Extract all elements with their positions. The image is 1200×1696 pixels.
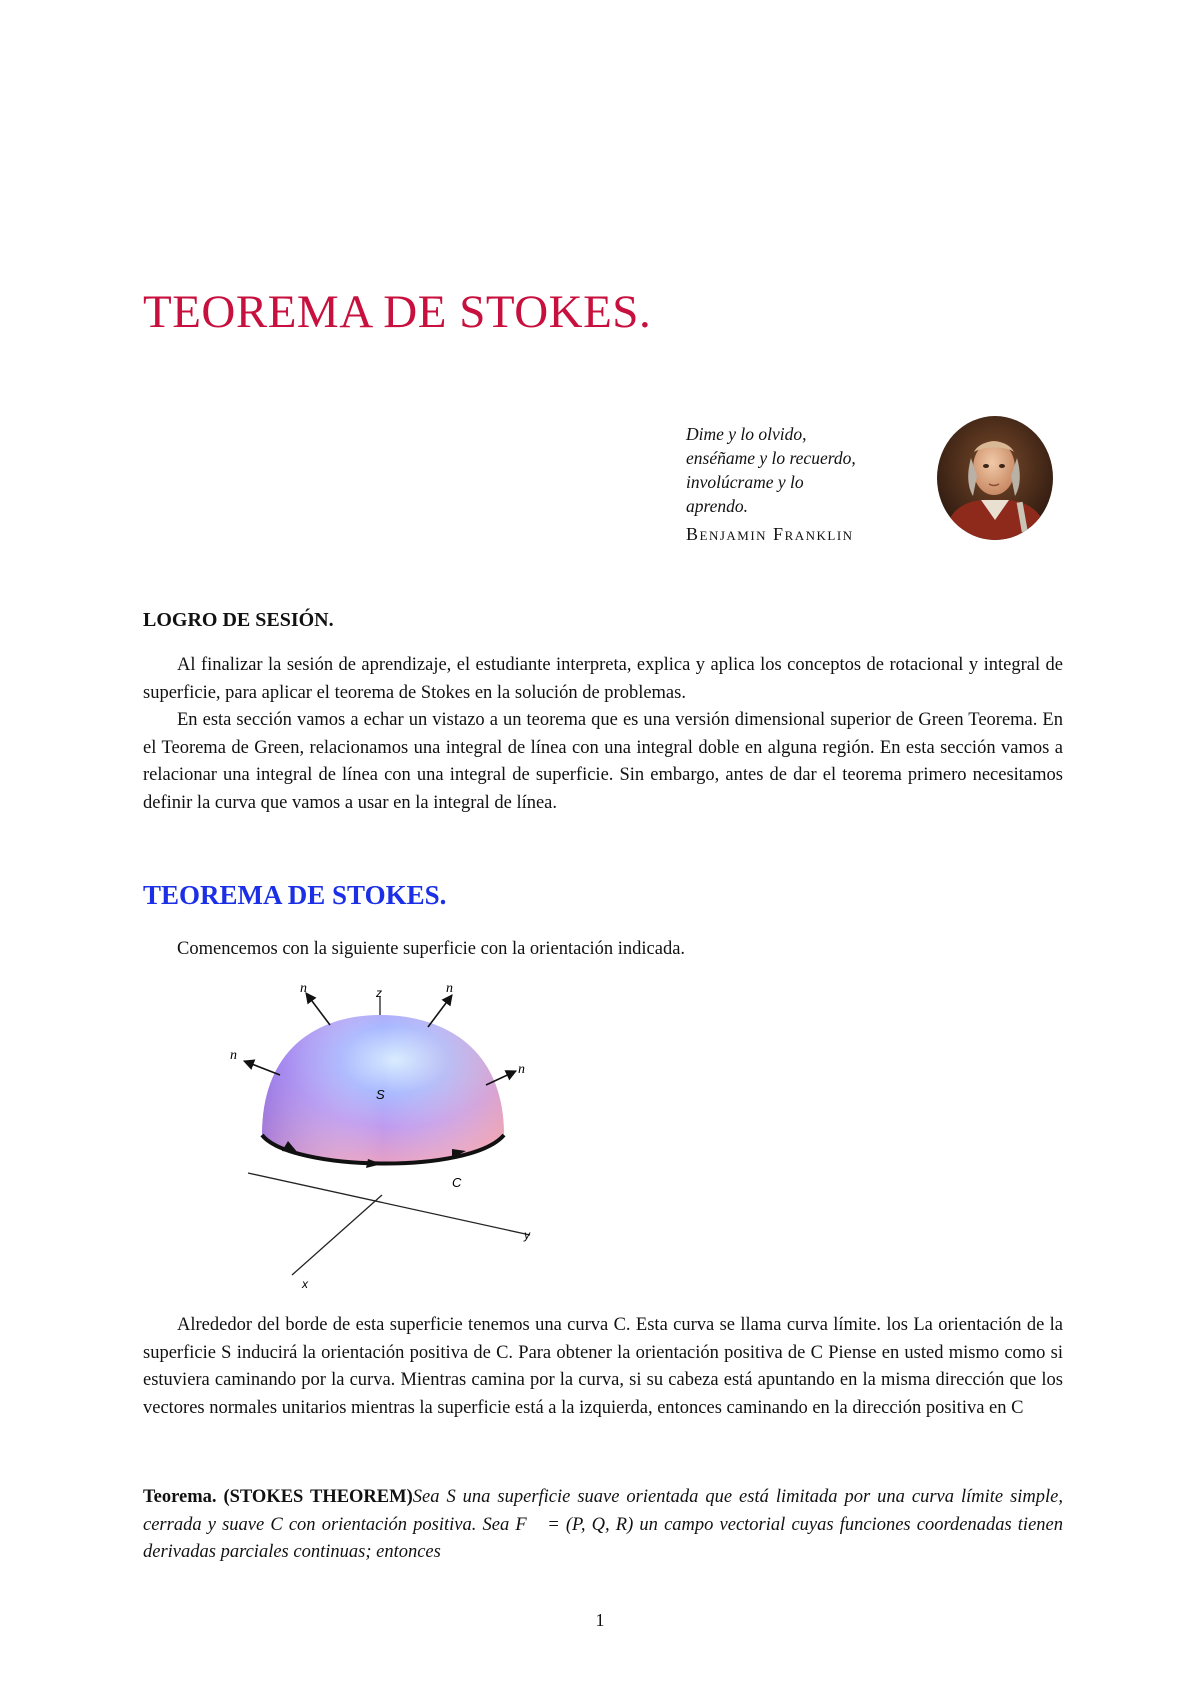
normal-label: n⃗ bbox=[300, 981, 318, 996]
normal-label: n⃗ bbox=[230, 1048, 248, 1063]
theorem-name: (STOKES THEOREM) bbox=[223, 1487, 413, 1507]
y-axis-label: y bbox=[524, 1228, 530, 1242]
curve-label: C bbox=[452, 1175, 462, 1190]
portrait-image bbox=[937, 416, 1053, 540]
epigraph bbox=[686, 422, 916, 545]
hemisphere-figure bbox=[220, 975, 580, 1295]
normal-label: n⃗ bbox=[446, 981, 464, 996]
x-axis-label: x bbox=[302, 1277, 308, 1291]
normal-vector bbox=[306, 993, 330, 1025]
y-axis bbox=[248, 1173, 530, 1235]
epigraph-line: aprendo. bbox=[686, 496, 749, 516]
normal-label: n⃗ bbox=[518, 1062, 536, 1077]
theorem-statement bbox=[143, 1484, 1063, 1567]
section-heading-logro: LOGRO DE SESIÓN. bbox=[143, 609, 334, 631]
paragraph: En esta sección vamos a echar un vistazo a un teorema que es una versión dimensional superior de Green Teorema. En el Teorema de Green, relacionamos una integral de línea con una integral doble en alguna región. En esta sección vamos a relacionar una integral de línea con una integral de superficie. Sin embargo, antes de dar el teorema primero necesitamos definir la curva que vamos a usar en la integral de línea. bbox=[143, 710, 1063, 813]
hemisphere-surface-diagram bbox=[220, 975, 580, 1295]
epigraph-line: Dime y lo olvido, bbox=[686, 424, 807, 444]
benjamin-franklin-portrait bbox=[937, 416, 1053, 540]
paragraph: Al finalizar la sesión de aprendizaje, el estudiante interpreta, explica y aplica los conceptos de rotacional y integral de superficie, para aplicar el teorema de Stokes en la solución de problemas. bbox=[143, 655, 1063, 703]
epigraph-line: enséñame y lo recuerdo, bbox=[686, 448, 856, 468]
z-axis-label: z bbox=[376, 986, 382, 1000]
document-title: TEOREMA DE STOKES. bbox=[143, 286, 652, 338]
theorem-label: Teorema. bbox=[143, 1487, 217, 1507]
normal-vector bbox=[244, 1061, 280, 1075]
x-axis bbox=[292, 1195, 382, 1275]
paragraph: Alrededor del borde de esta superficie tenemos una curva C. Esta curva se llama curva límite. los La orientación de la superficie S inducirá la orientación positiva de C. Para obtener la orientación positiva de C Piense en usted mismo como si estuviera caminando por la curva. Mientras camina por la curva, si su cabeza está apuntando en la misma dirección que los vectores normales unitarios mientras la superficie está a la izquierda, entonces caminando en la dirección positiva en C bbox=[143, 1315, 1063, 1418]
epigraph-line: involúcrame y lo bbox=[686, 472, 804, 492]
normal-vector bbox=[428, 995, 452, 1027]
theorem-body: Sea S una superficie suave orientada que está limitada por una curva límite simple, cerrada y suave C con orientación positiva. Sea F⃗ = (P, Q, R) un campo vectorial cuyas funciones coordenadas tienen derivadas parciales continuas; entonces bbox=[143, 1487, 1064, 1562]
section-heading-stokes: TEOREMA DE STOKES. bbox=[143, 880, 447, 910]
epigraph-author: Benjamin Franklin bbox=[686, 524, 854, 544]
surface-label: S bbox=[376, 1087, 385, 1102]
page-number: 1 bbox=[595, 1610, 605, 1630]
paragraph: Comencemos con la siguiente superficie con la orientación indicada. bbox=[177, 939, 686, 959]
